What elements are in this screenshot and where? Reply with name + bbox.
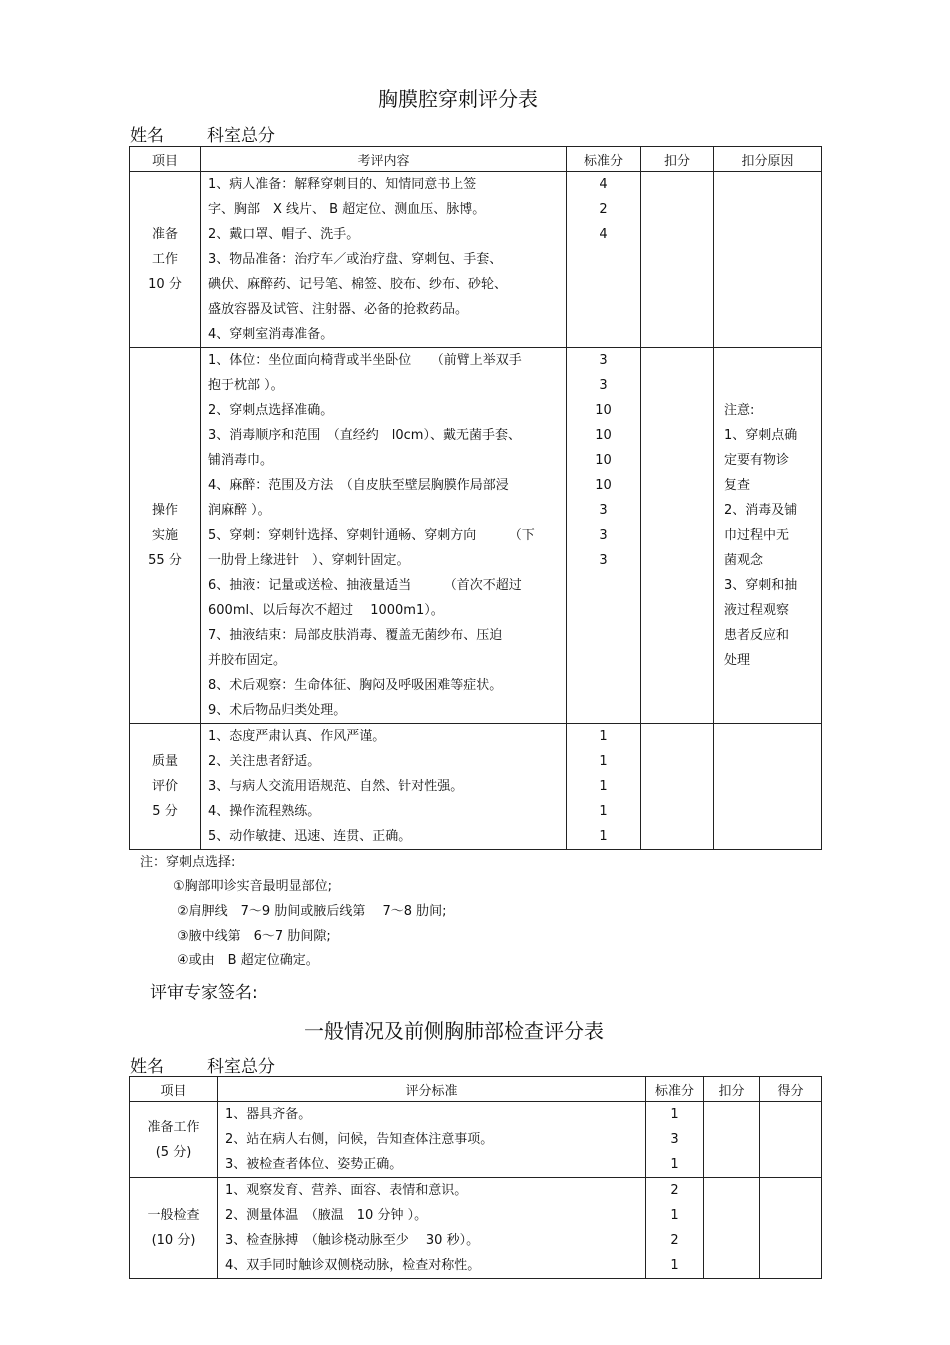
score-value: 10 [595,453,612,468]
reason-cell [714,172,822,348]
header-score: 得分 [760,1077,822,1102]
content-line: 1、体位：坐位面向椅背或半坐卧位 （前臂上举双手 [208,353,522,368]
score-value: 1 [599,729,608,744]
reason-line: 复查 [724,478,751,493]
score-cell [567,348,641,724]
table-row [130,172,822,348]
reason-line [724,348,821,373]
content-cell [201,172,567,348]
reason-cell [714,348,822,724]
score-value: 3 [599,378,608,393]
item-label: 准备工作 [147,1119,200,1135]
score-value: 3 [599,528,608,543]
score-value: 3 [599,353,608,368]
section-item-cell [130,1102,218,1178]
item-label: 评价 [151,779,178,794]
reason-line: 2、消毒及铺 [724,503,798,518]
content-line: 盛放容器及试管、注射器、必备的抢救药品。 [208,302,469,317]
content-line: 2、关注患者舒适。 [208,754,321,769]
note-line: ②肩胛线 7～9 肋间或腋后线第 7～8 肋间; [177,904,447,919]
deduction-cell [641,172,714,348]
note-line: ④或由 B 超定位确定。 [177,953,319,968]
content-line: 2、穿刺点选择准确。 [208,403,334,418]
item-label: 5 分 [152,804,178,819]
score-value: 1 [670,1258,679,1273]
content-line: 3、检查脉搏 （触诊桡动脉至少 30 秒）。 [225,1233,480,1248]
score-value: 2 [670,1183,679,1198]
content-line: 4、操作流程熟练。 [208,804,321,819]
reason-cell [714,724,822,850]
content-line: 3、消毒顺序和范围 （直经约 l0cm）、戴无菌手套、 [208,428,521,443]
content-line: 4、穿刺室消毒准备。 [208,327,334,342]
score-value: 2 [599,202,608,217]
section-item-cell [130,172,201,348]
name-label: 姓名 [130,126,164,146]
dept-total-label: 科室总分 [207,1057,275,1077]
section-item-cell [130,348,201,724]
note-line: ①胸部叩诊实音最明显部位; [173,879,333,894]
score-value: 4 [599,227,608,242]
item-label: 操作 [151,503,178,518]
item-label: (10 分) [151,1233,196,1248]
header-deduction: 扣分 [704,1077,760,1102]
content-line: 9、术后物品归类处理。 [208,703,347,718]
reason-line: 液过程观察 [724,603,790,618]
deduction-cell [641,724,714,850]
table-header-row [130,1077,822,1102]
header-criteria: 评分标准 [218,1077,646,1102]
item-label: (5 分) [155,1144,192,1160]
header-standard-score: 标准分 [567,147,641,172]
header-item: 项目 [130,147,201,172]
score-value: 3 [599,503,608,518]
reason-line: 1、穿刺点确 [724,428,798,443]
score-table-2 [129,1076,822,1279]
content-line: 3、物品准备：治疗车／或治疗盘、穿刺包、手套、 [208,252,503,267]
signature-label: 评审专家签名: [150,983,258,1003]
score-value: 1 [599,779,608,794]
content-line: 2、站在病人右侧，问候，告知查体注意事项。 [225,1132,494,1147]
score-value: 1 [670,1107,679,1122]
section-item-cell [130,724,201,850]
content-line: 600ml、以后每次不超过 1000m1）。 [208,603,444,618]
content-line: 3、被检查者体位、姿势正确。 [225,1157,403,1172]
page-title: 胸膜腔穿刺评分表 [378,87,538,111]
score-value: 10 [595,428,612,443]
content-line: 2、测量体温 （腋温 10 分钟 ）。 [225,1208,428,1223]
content-line: 抱于枕部 ）。 [208,378,284,393]
section-item-cell [130,1178,218,1279]
item-label: 55 分 [148,553,182,568]
score-value: 1 [599,829,608,844]
item-label: 准备 [151,227,178,242]
reason-line: 处理 [724,653,751,668]
deduction-cell [641,348,714,724]
table-row [130,724,822,850]
reason-line [724,373,821,398]
score-cell [646,1178,704,1279]
score-cell [646,1102,704,1178]
reason-line: 患者反应和 [724,628,790,643]
content-line: 7、抽液结束：局部皮肤消毒、覆盖无菌纱布、压迫 [208,628,503,643]
content-line: 1、器具齐备。 [225,1107,312,1122]
item-label: 10 分 [148,277,182,292]
content-line: 1、病人准备：解释穿刺目的、知情同意书上签 [208,177,477,192]
header-deduction-reason: 扣分原因 [714,147,822,172]
content-line: 碘伏、麻醉药、记号笔、棉签、胶布、纱布、砂轮、 [208,277,508,292]
reason-line: 定要有物诊 [724,453,790,468]
content-cell [218,1178,646,1279]
score-cell [567,172,641,348]
score-value: 10 [595,478,612,493]
item-label: 质量 [151,754,178,769]
content-line: 5、穿刺：穿刺针选择、穿刺针通畅、穿刺方向 （下 [208,528,535,543]
result-cell [760,1102,822,1178]
content-cell [201,724,567,850]
score-value: 3 [670,1132,679,1147]
score-value: 1 [599,754,608,769]
reason-line: 菌观念 [724,553,764,568]
content-line: 字、胸部 X 线片、 B 超定位、测血压、脉博。 [208,202,486,217]
table-row [130,348,822,724]
content-line: 1、态度严肃认真、作风严谨。 [208,729,386,744]
score-value: 10 [595,403,612,418]
score-value: 4 [599,177,608,192]
dept-total-label: 科室总分 [207,126,275,146]
item-label: 工作 [151,252,178,267]
score-value: 2 [670,1233,679,1248]
content-cell [201,348,567,724]
name-label: 姓名 [130,1057,164,1077]
note-heading: 注：穿刺点选择: [140,855,236,870]
header-standard-score: 标准分 [646,1077,704,1102]
content-line: 并胶布固定。 [208,653,287,668]
table-row [130,1178,822,1279]
table-header-row [130,147,822,172]
content-line: 5、动作敏捷、迅速、连贯、正确。 [208,829,412,844]
reason-line: 巾过程中无 [724,528,790,543]
content-line: 铺消毒巾。 [208,453,274,468]
item-label: 实施 [151,528,178,543]
reason-line: 注意: [724,403,755,418]
header-deduction: 扣分 [641,147,714,172]
table-row [130,1102,822,1178]
content-line: 3、与病人交流用语规范、自然、针对性强。 [208,779,464,794]
score-cell [567,724,641,850]
content-line: 4、双手同时触诊双侧桡动脉，检查对称性。 [225,1258,481,1273]
score-value: 1 [670,1208,679,1223]
page-title-2: 一般情况及前侧胸肺部检查评分表 [304,1019,604,1043]
content-line: 6、抽液：记量或送检、抽液量适当 （首次不超过 [208,578,522,593]
score-value: 1 [670,1157,679,1172]
content-cell [218,1102,646,1178]
content-line: 8、术后观察：生命体征、胸闷及呼吸困难等症状。 [208,678,503,693]
header-item: 项目 [130,1077,218,1102]
score-value: 3 [599,553,608,568]
deduction-cell [704,1178,760,1279]
result-cell [760,1178,822,1279]
header-content: 考评内容 [201,147,567,172]
note-line: ③腋中线第 6～7 肋间隙; [177,929,331,944]
content-line: 4、麻醉：范围及方法 （自皮肤至壁层胸膜作局部浸 [208,478,509,493]
content-line: 润麻醉 ）。 [208,503,271,518]
content-line: 一肋骨上缘进针 ）、穿刺针固定。 [208,553,410,568]
content-line: 2、戴口罩、帽子、洗手。 [208,227,360,242]
score-table-1 [129,146,822,850]
deduction-cell [704,1102,760,1178]
reason-line: 3、穿刺和抽 [724,578,798,593]
score-value: 1 [599,804,608,819]
content-line: 1、观察发育、营养、面容、表情和意识。 [225,1183,468,1198]
item-label: 一般检查 [147,1208,200,1223]
